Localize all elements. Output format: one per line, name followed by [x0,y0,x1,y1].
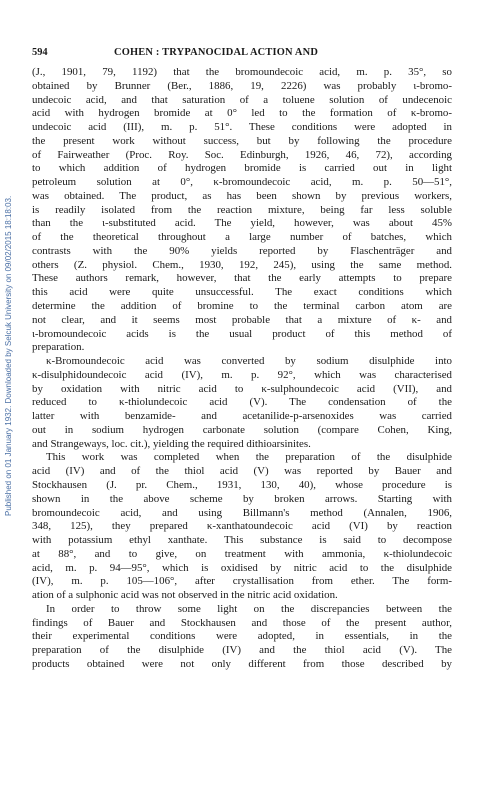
text-line: was obtained. The product, as has been shown by previous workers, [32,189,452,202]
text-line: this acid were quite unsuccessful. The exact conditions which [32,286,452,299]
text-line: (J., 1901, 79, 1192) that the bromoundecoic acid, m. p. 35°, so [32,66,452,78]
text-line: In order to throw some light on the discrepancies between the [46,602,452,615]
text-line: preparation. [32,341,85,354]
text-line: determine the addition of bromine to the terminal carbon atom are [32,300,452,313]
text-line: acid (IV) and of the thiol acid (V) was reported by Bauer and [32,465,452,478]
text-line: 348, 125), they prepared κ-xanthatoundecoic acid (VI) by reaction [32,520,452,533]
text-line: than the ι-substituted acid. The yield, however, was about 45% [32,217,452,230]
text-line: of the theoretical throughout a large number of batches, which [32,231,452,244]
text-line: not clear, and it seems most probable that a mixture of κ- and [32,313,452,326]
text-line: latter with benzamide- and acetanilide-p-arsenoxides was carried [32,410,452,423]
text-line: to which addition of hydrogen bromide is carried out in light [32,162,452,175]
text-line: out in sodium hydrogen carbonate solution (compare Cohen, King, [32,423,452,436]
text-line: κ-disulphidoundecoic acid (IV), m. p. 92°, which was characterised [32,368,452,381]
text-line: reduced to κ-thiolundecoic acid (V). The condensation of the [32,396,452,409]
text-line: These authors remark, however, that the early attempts to prepare [32,272,452,285]
text-line: findings of Bauer and Stockhausen and those of the present author, [32,616,452,629]
text-line: ι-bromoundecoic acids is the usual product of this method of [32,327,452,340]
running-head: COHEN : TRYPANOCIDAL ACTION AND [114,47,319,58]
text-line: κ-Bromoundecoic acid was converted by sodium disulphide into [46,355,452,368]
text-line: preparation of the disulphide (IV) and the thiol acid (V). The [32,644,452,657]
page-header [32,47,452,61]
text-line: the present work without success, but by following the procedure [32,134,452,147]
text-line: by oxidation with nitric acid to κ-sulphoundecoic acid (VII), and [32,382,452,395]
text-line: obtained by Brunner (Ber., 1886, 19, 2226) was probably ι-bromo- [32,79,452,92]
text-line: bromoundecoic acid, and using Billmann's method (Annalen, 1906, [32,506,452,519]
text-line: products obtained were not only different from those described by [32,657,452,670]
text-line: of Fairweather (Proc. Roy. Soc. Edinburgh, 1926, 46, 72), according [32,148,452,161]
text-line: their experimental conditions were adopted, in essentials, in the [32,630,452,643]
text-line: acid, m. p. 94—95°, which is oxidised by nitric acid to the disulphide [32,561,452,574]
text-line: ation of a sulphonic acid was not observed in the nitric acid oxidation. [32,589,338,602]
text-line: with potassium ethyl xanthate. This substance is said to decompose [32,534,452,547]
download-notice: Published on 01 January 1932. Downloaded by Selcuk University on 09/02/2015 18:18:03. [4,195,13,517]
text-line: undecoic acid (III), m. p. 51°. These conditions were adopted in [32,121,452,134]
text-line: acid with hydrogen bromide at 0° led to the formation of κ-bromo- [32,107,452,120]
page-number: 594 [32,47,48,58]
text-line: (IV), m. p. 105—106°, after crystallisation from ether. The form- [32,575,452,588]
text-line: others (Z. physiol. Chem., 1930, 192, 245), using the same method. [32,258,452,271]
text-line: at 88°, and to give, on treatment with ammonia, κ-thiolundecoic [32,547,452,560]
text-line: This work was completed when the preparation of the disulphide [46,451,452,464]
text-line: Stockhausen (J. pr. Chem., 1931, 130, 40), whose procedure is [32,478,452,491]
text-line: undecoic acid, and that saturation of a toluene solution of undecenoic [32,93,452,106]
text-line: and Strangeways, loc. cit.), yielding the required dithioarsinites. [32,437,311,450]
text-line: is readily isolated from the reaction mixture, being far less soluble [32,203,452,216]
text-line: petroleum solution at 0°, κ-bromoundecoic acid, m. p. 50—51°, [32,176,452,189]
body-text [32,66,452,672]
text-line: contrasts with the 90% yields reported by Flaschenträger and [32,244,452,257]
text-line: shown in the above scheme by broken arrows. Starting with [32,492,452,505]
